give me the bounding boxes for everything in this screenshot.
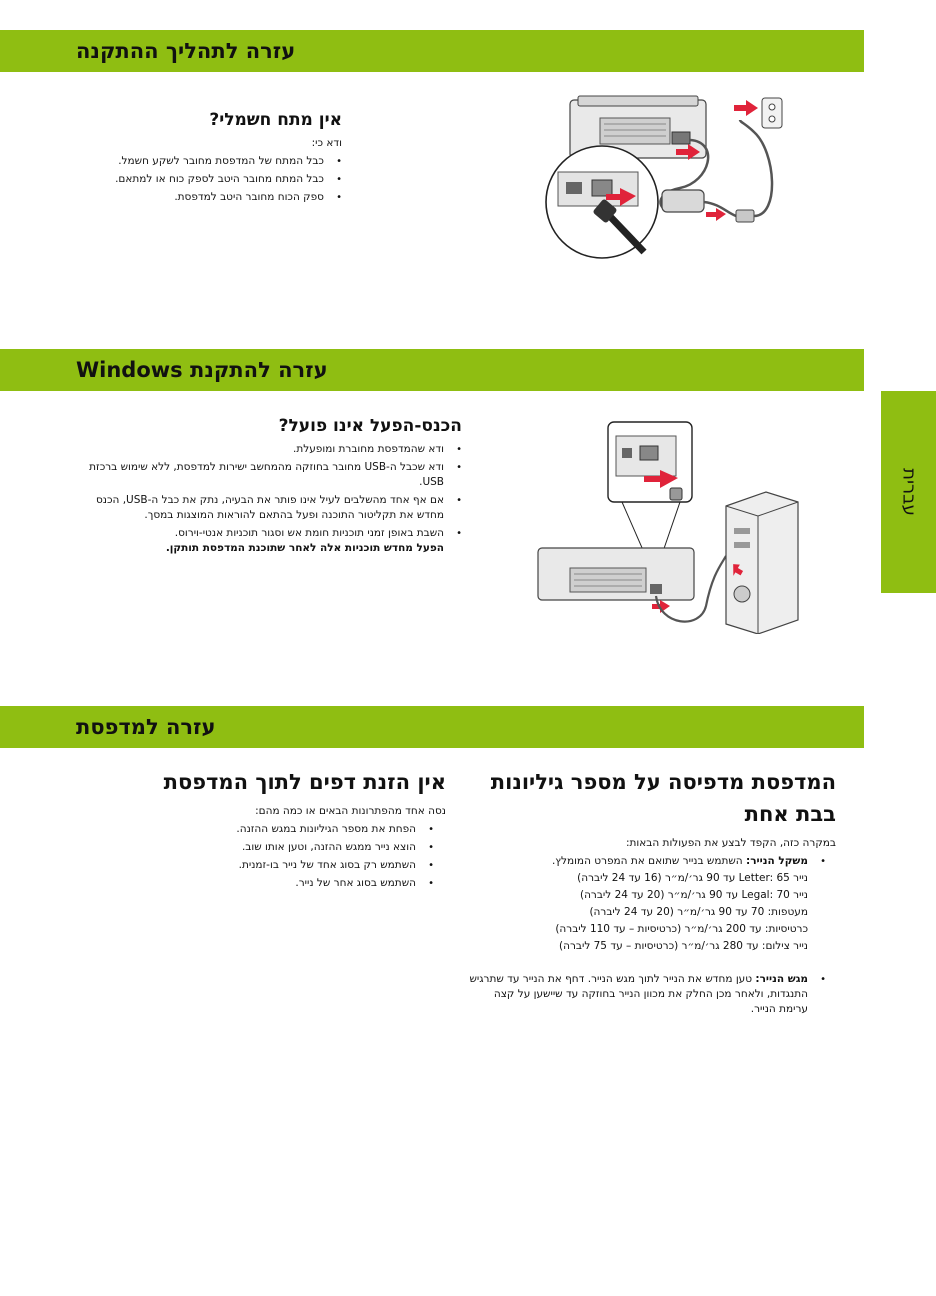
- plug-play-title: הכנס-הפעל אינו פועל?: [278, 416, 462, 436]
- weight-spec: כרטיסיות: עד 200 גר׳/מ״ר (כרטיסיות – עד 110 ליברה): [555, 923, 808, 935]
- weight-spec: נייר Legal: 70 עד 90 גר׳/מ״ר (20 עד 24 ליברה): [579, 889, 808, 901]
- weight-text: השתמש בנייר שתואם את המפרט המומלץ.: [551, 855, 743, 867]
- plug-play-section: [70, 416, 462, 559]
- tray-text: טען מחדש את הנייר לתוך מגש הנייר. דחף את הנייר עד שתרגיש התנגדות, ולאחר מכן החלק את מכוון הנייר בחוזקה עד שיישען על קצה ערימת הנייר.: [469, 973, 808, 1015]
- list-item: • ספק הכוח מחובר היטב למדפסת.: [70, 190, 324, 205]
- multi-sheet-list: [462, 854, 836, 1017]
- list-item: • כבל המתח מחובר היטב לספק כוח או למתאם.: [70, 172, 324, 187]
- language-side-tab-label: עברית: [898, 468, 919, 516]
- list-item: • ודא שהמדפסת מחוברת ומופעלת.: [70, 442, 444, 457]
- multi-sheet-title: [462, 766, 836, 830]
- multi-sheet-title-line: המדפסת מדפיסה על מספר גיליונות: [490, 770, 836, 794]
- windows-help-heading: עזרה להתקנת Windows: [76, 358, 328, 382]
- weight-spec: מעטפות: 70 עד 90 גר׳/מ״ר (20 עד 24 ליברה): [589, 906, 808, 918]
- restart-note: הפעל מחדש תוכניות אלה לאחר שתוכנת המדפסת תותקן.: [165, 542, 444, 554]
- no-power-title: אין מתח חשמלי?: [209, 110, 342, 130]
- list-item: • השתמש בסוג אחר של נייר.: [130, 876, 416, 891]
- multi-sheet-intro: במקרה כזה, הקפד לבצע את הפעולות הבאות:: [625, 837, 836, 849]
- usb-connection-illustration: [530, 416, 810, 634]
- list-item: • כבל המתח של המדפסת מחובר לשקע חשמל.: [70, 154, 324, 169]
- plug-play-list: [70, 442, 462, 556]
- printer-help-heading: עזרה למדפסת: [76, 715, 216, 739]
- install-help-banner: [0, 30, 864, 72]
- no-power-section: [70, 110, 342, 208]
- printer-help-banner: [0, 706, 864, 748]
- no-power-intro: ודא כי:: [311, 137, 342, 149]
- windows-help-banner: [0, 349, 864, 391]
- list-item: • ודא שכבל ה-USB מחובר בחוזקה מהמחשב ישירות למדפסת, ללא שימוש ברכזת USB.: [70, 460, 444, 490]
- tray-label: מגש הנייר:: [755, 973, 808, 985]
- install-help-heading: עזרה לתהליך ההתקנה: [76, 39, 296, 63]
- list-item: • השתמש רק בסוג אחד של נייר בו-זמנית.: [130, 858, 416, 873]
- no-feed-list: [130, 822, 446, 891]
- no-power-list: [70, 154, 342, 205]
- weight-spec: נייר צילום: עד 280 גר׳/מ״ר (כרטיסיות – עד 75 ליברה): [559, 940, 808, 952]
- no-feed-intro: נסה אחד מהפתרונות הבאים או כמה מהם:: [255, 805, 446, 817]
- multi-sheet-title-line: בבת אחת: [744, 802, 836, 826]
- list-item: [70, 526, 444, 556]
- list-item: [462, 972, 808, 1017]
- firewall-text: • השבת באופן זמני תוכניות חומת אש וסגור תוכניות אנטי-וירוס.: [174, 527, 444, 539]
- multi-sheet-section: [462, 766, 836, 1020]
- no-feed-section: [130, 766, 446, 894]
- list-item: • הוצא נייר ממגש ההזנה, וטען אותו שוב.: [130, 840, 416, 855]
- list-item: • הפחת את מספר הגיליונות במגש ההזנה.: [130, 822, 416, 837]
- weight-spec: נייר Letter: 65 עד 90 גר׳/מ״ר (16 עד 24 ליברה): [577, 872, 808, 884]
- list-item: [462, 854, 808, 954]
- no-feed-title: אין הזנת דפים לתוך המדפסת: [163, 770, 446, 794]
- weight-label: משקל הנייר:: [746, 855, 808, 867]
- language-side-tab: [881, 391, 936, 593]
- power-connection-illustration: [540, 92, 800, 260]
- list-item: • אם אף אחד מהשלבים לעיל אינו פותר את הבעיה, נתק את כבל ה-USB, הכנס מחדש את תקליטור התוכנה ופעל בהתאם להוראות המוצגות במסך.: [70, 493, 444, 523]
